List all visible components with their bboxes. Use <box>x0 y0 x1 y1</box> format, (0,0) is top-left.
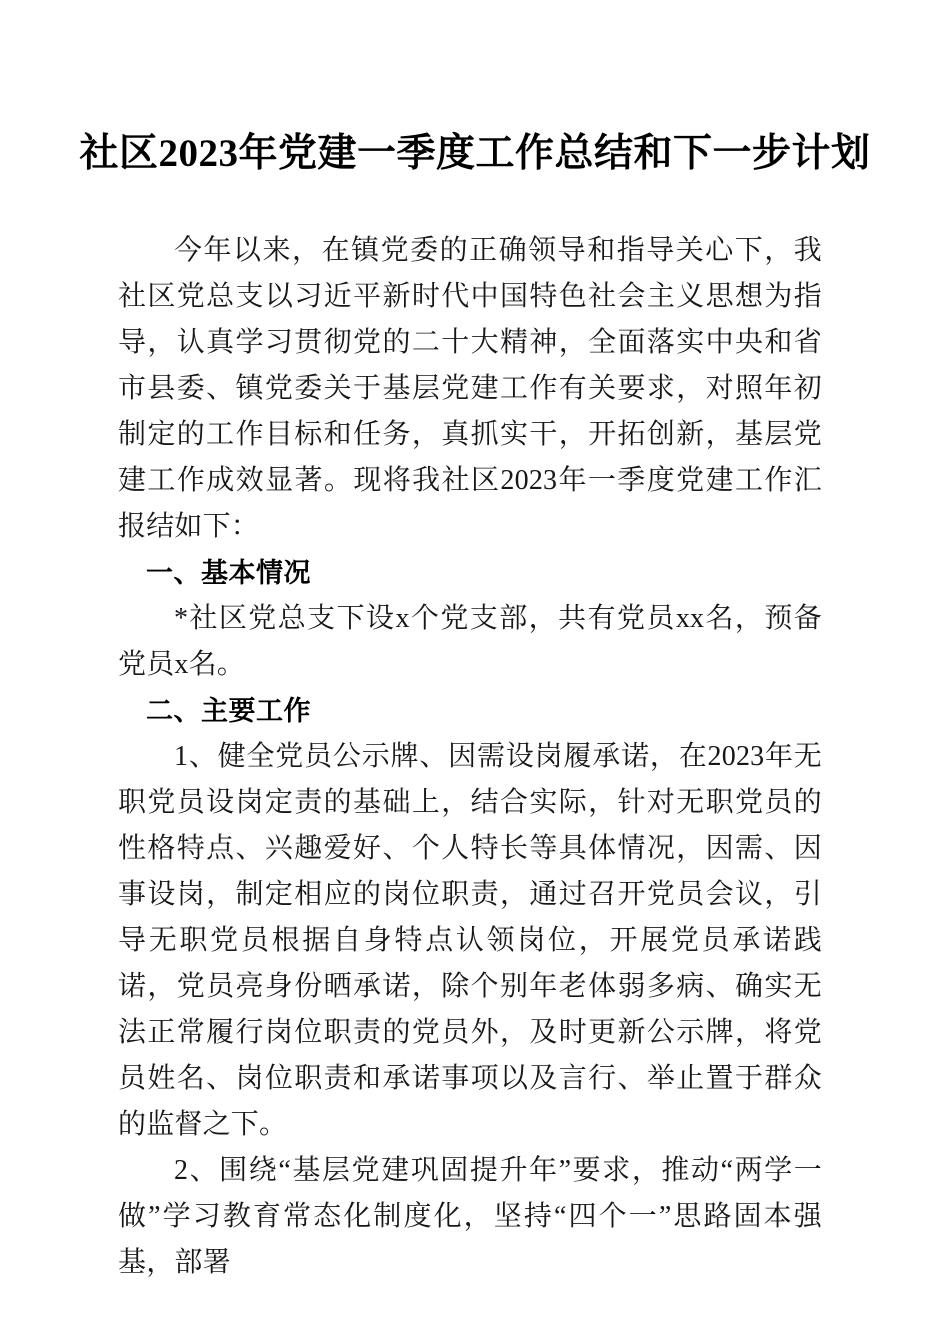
page-title: 社区2023年党建一季度工作总结和下一步计划 <box>79 132 871 175</box>
basic-situation-paragraph: *社区党总支下设x个党支部，共有党员xx名，预备党员x名。 <box>118 603 822 680</box>
intro-paragraph: 今年以来，在镇党委的正确领导和指导关心下，我社区党总支以习近平新时代中国特色社会主义思想为指导，认真学习贯彻党的二十大精神，全面落实中央和省市县委、镇党委关于基层党建工作有关要求，对照年初制定的工作目标和任务，真抓实干，开拓创新，基层党建工作成效显著。现将我社区2023年一季度党建工作汇报结如下： <box>118 235 822 542</box>
main-work-item-2: 2、围绕“基层党建巩固提升年”要求，推动“两学一做”学习教育常态化制度化，坚持“四个一”思路固本强基，部署 <box>118 1155 822 1278</box>
section-heading-1: 一、基本情况 <box>146 558 311 588</box>
title-body-spacer <box>0 184 950 224</box>
section-heading-2: 二、主要工作 <box>146 696 311 726</box>
document-body <box>118 228 822 1286</box>
main-work-item-1: 1、健全党员公示牌、因需设岗履承诺，在2023年无职党员设岗定责的基础上，结合实际，针对无职党员的性格特点、兴趣爱好、个人特长等具体情况，因需、因事设岗，制定相应的岗位职责，通过召开党员会议，引导无职党员根据自身特点认领岗位，开展党员承诺践诺，党员亮身份晒承诺，除个别年老体弱多病、确实无法正常履行岗位职责的党员外，及时更新公示牌，将党员姓名、岗位职责和承诺事项以及言行、举止置于群众的监督之下。 <box>118 741 822 1140</box>
